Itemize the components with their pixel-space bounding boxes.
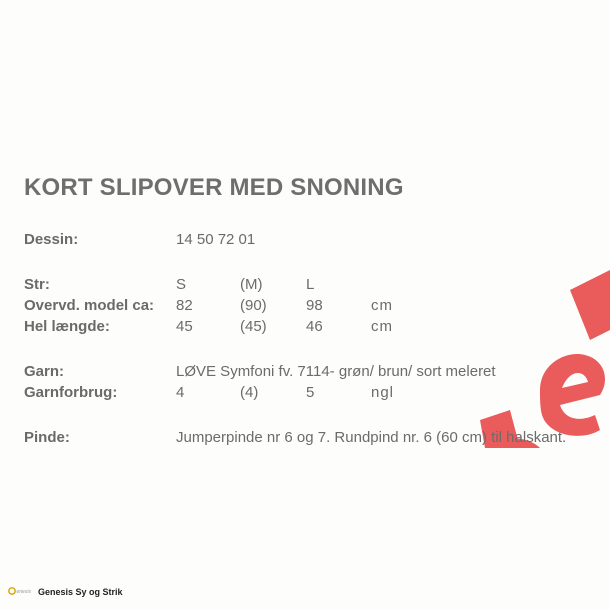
- size-medium: (M): [240, 276, 263, 293]
- length-unit: cm: [371, 318, 393, 335]
- chest-width-small: 82: [176, 297, 193, 314]
- length-label: Hel længde:: [24, 318, 110, 335]
- chest-width-unit: cm: [371, 297, 393, 314]
- genesis-logo: [8, 583, 32, 601]
- chest-width-label: Overvd. model ca:: [24, 297, 155, 314]
- dessin-label: Dessin:: [24, 231, 79, 248]
- footer-text: Genesis Sy og Strik: [38, 587, 123, 597]
- footer-brand: [8, 585, 123, 599]
- yarn-usage-unit: ngl: [371, 384, 395, 401]
- dessin-value: 14 50 72 01: [176, 231, 256, 248]
- watermark-logo: [470, 270, 610, 450]
- yarn-value: LØVE Symfoni fv. 7114- grøn/ brun/ sort meleret: [176, 363, 496, 380]
- yarn-label: Garn:: [24, 363, 65, 380]
- needles-value: Jumperpinde nr 6 og 7. Rundpind nr. 6 (60 cm) til halskant.: [176, 429, 567, 446]
- svg-text:enesis: enesis: [16, 589, 31, 595]
- needles-label: Pinde:: [24, 429, 70, 446]
- pattern-title: KORT SLIPOVER MED SNONING: [24, 174, 404, 201]
- length-small: 45: [176, 318, 193, 335]
- size-large: L: [306, 276, 315, 293]
- yarn-usage-label: Garnforbrug:: [24, 384, 118, 401]
- yarn-usage-large: 5: [306, 384, 315, 401]
- yarn-usage-small: 4: [176, 384, 185, 401]
- size-small: S: [176, 276, 187, 293]
- length-large: 46: [306, 318, 323, 335]
- size-label: Str:: [24, 276, 50, 293]
- chest-width-large: 98: [306, 297, 323, 314]
- length-medium: (45): [240, 318, 267, 335]
- chest-width-medium: (90): [240, 297, 267, 314]
- yarn-usage-medium: (4): [240, 384, 259, 401]
